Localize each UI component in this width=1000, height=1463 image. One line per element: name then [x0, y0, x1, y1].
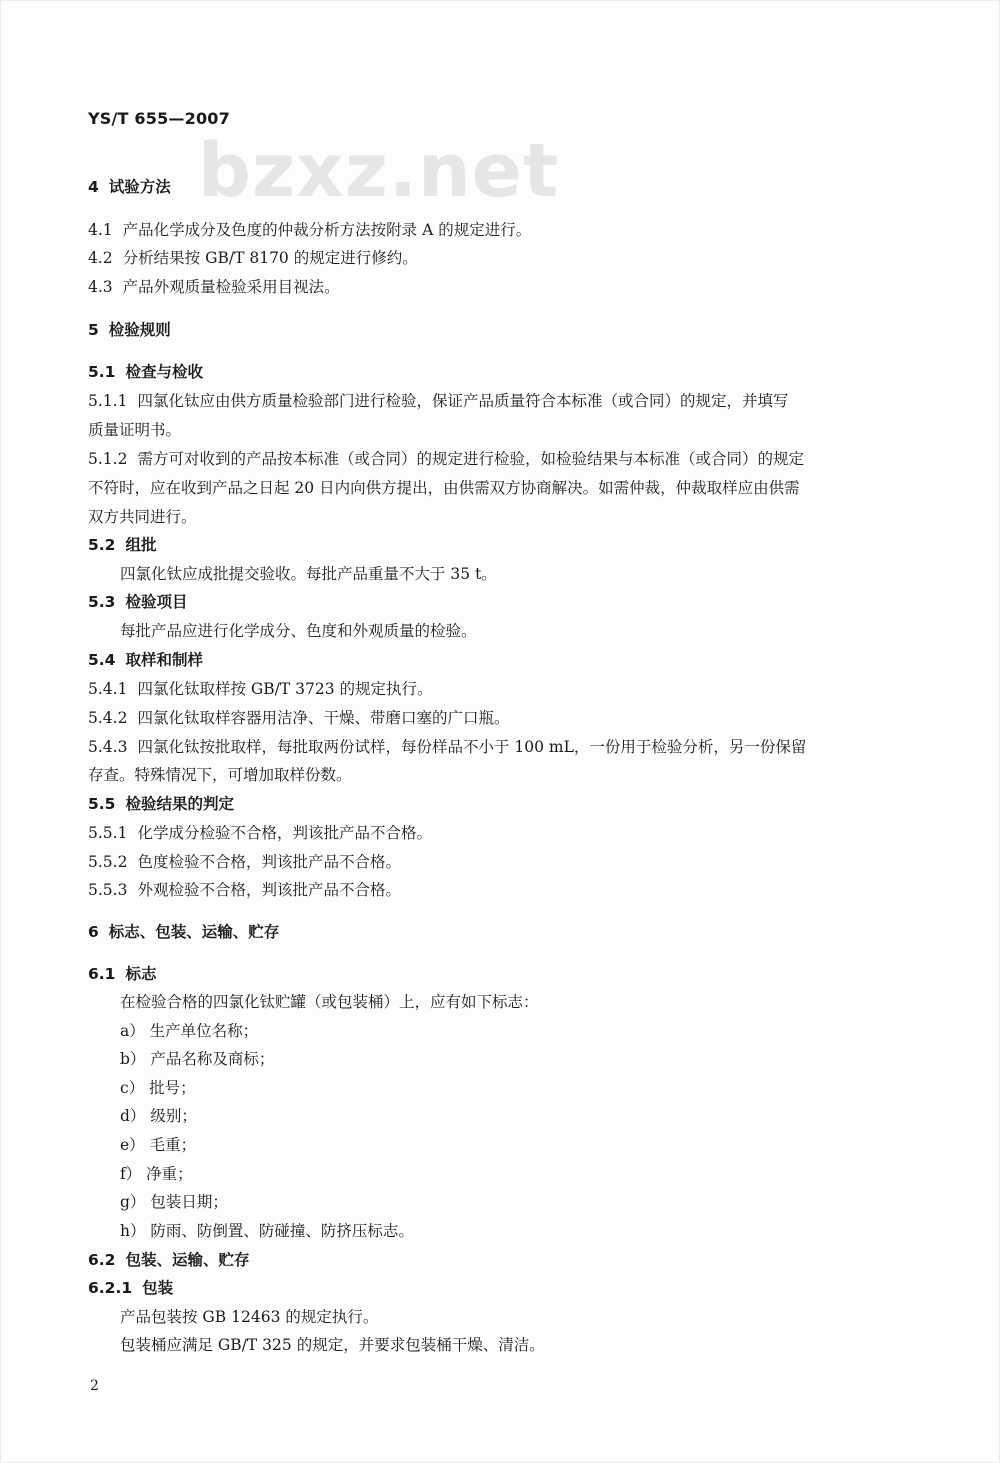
section-heading: 标志、包装、运输、贮存	[108, 923, 280, 941]
paragraph-text: h） 防雨、防倒置、防碰撞、防挤压标志。	[120, 1222, 414, 1240]
text-line	[88, 360, 918, 382]
paragraph-text: f） 净重；	[120, 1165, 193, 1183]
text-line	[88, 418, 918, 440]
section-number: 5.4.1	[88, 680, 128, 698]
section-heading: 包装	[142, 1279, 174, 1297]
section-number: 5.2	[88, 536, 116, 554]
paragraph-text: 包装桶应满足 GB/T 325 的规定，并要求包装桶干燥、清洁。	[120, 1336, 545, 1354]
paragraph-text: 产品化学成分及色度的仲裁分析方法按附录 A 的规定进行。	[122, 221, 532, 239]
text-line	[120, 1305, 950, 1327]
paragraph-text: d） 级别；	[120, 1107, 197, 1125]
text-line	[88, 275, 918, 297]
text-line	[120, 1333, 950, 1355]
section-number: 4.2	[88, 249, 113, 267]
paragraph-text: 四氯化钛取样按 GB/T 3723 的规定执行。	[137, 680, 433, 698]
paragraph-text: e） 毛重；	[120, 1136, 197, 1154]
text-line	[88, 447, 918, 469]
section-number: 4	[88, 178, 99, 196]
text-line	[120, 1019, 950, 1041]
section-heading: 标志	[125, 965, 157, 983]
section-number: 5.1.2	[88, 450, 128, 468]
section-number: 5.5.1	[88, 824, 128, 842]
section-number: 6.2.1	[88, 1279, 133, 1297]
text-line	[88, 648, 918, 670]
section-heading: 取样和制样	[125, 651, 203, 669]
text-line	[88, 389, 918, 411]
paragraph-text: 需方可对收到的产品按本标准（或合同）的规定进行检验，如检验结果与本标准（或合同）的规定	[137, 450, 804, 468]
text-line	[88, 476, 918, 498]
page-number: 2	[90, 1378, 99, 1394]
text-line	[88, 962, 918, 984]
paragraph-text: 不符时，应在收到产品之日起 20 日内向供方提出，由供需双方协商解决。如需仲裁，仲裁取样应由供需	[88, 479, 800, 497]
paragraph-text: 产品包装按 GB 12463 的规定执行。	[120, 1308, 379, 1326]
text-line	[88, 590, 918, 612]
text-line	[120, 1133, 950, 1155]
section-number: 5	[88, 321, 99, 339]
section-number: 6.1	[88, 965, 116, 983]
section-number: 4.3	[88, 278, 113, 296]
text-line	[88, 735, 918, 757]
document-code: YS/T 655—2007	[88, 109, 230, 128]
text-line	[88, 677, 918, 699]
paragraph-text: 产品外观质量检验采用目视法。	[122, 278, 340, 296]
paragraph-text: a） 生产单位名称；	[120, 1022, 259, 1040]
paragraph-text: c） 批号；	[120, 1079, 196, 1097]
section-number: 5.1.1	[88, 392, 128, 410]
section-number: 5.1	[88, 363, 116, 381]
section-heading: 试验方法	[108, 178, 171, 196]
text-line	[88, 533, 918, 555]
text-line	[88, 1248, 918, 1270]
text-line	[88, 878, 918, 900]
section-number: 5.5.2	[88, 853, 128, 871]
section-number: 5.4.3	[88, 738, 128, 756]
text-line	[120, 990, 950, 1012]
section-number: 6	[88, 923, 99, 941]
paragraph-text: 四氯化钛应成批提交验收。每批产品重量不大于 35 t。	[120, 565, 497, 583]
section-number: 5.5	[88, 795, 116, 813]
paragraph-text: 每批产品应进行化学成分、色度和外观质量的检验。	[120, 622, 477, 640]
paragraph-text: 分析结果按 GB/T 8170 的规定进行修约。	[122, 249, 418, 267]
section-heading: 组批	[125, 536, 157, 554]
paragraph-text: 四氯化钛取样容器用洁净、干燥、带磨口塞的广口瓶。	[137, 709, 510, 727]
section-heading: 检验项目	[125, 593, 188, 611]
section-number: 4.1	[88, 221, 113, 239]
text-line	[88, 175, 918, 197]
text-line	[88, 505, 918, 527]
section-heading: 检验规则	[108, 321, 171, 339]
text-line	[88, 246, 918, 268]
text-line	[120, 1104, 950, 1126]
paragraph-text: 在检验合格的四氯化钛贮罐（或包装桶）上，应有如下标志：	[120, 993, 539, 1011]
text-line	[88, 763, 918, 785]
paragraph-text: 四氯化钛按批取样，每批取两份试样，每份样品不小于 100 mL，一份用于检验分析，另一份保留	[137, 738, 807, 756]
paragraph-text: 色度检验不合格，判该批产品不合格。	[137, 853, 401, 871]
text-line	[88, 318, 918, 340]
section-heading: 包装、运输、贮存	[125, 1251, 250, 1269]
text-line	[120, 1219, 950, 1241]
text-line	[120, 562, 950, 584]
text-line	[88, 850, 918, 872]
text-line	[88, 218, 918, 240]
section-number: 5.5.3	[88, 881, 128, 899]
text-line	[88, 706, 918, 728]
section-number: 5.4	[88, 651, 116, 669]
section-number: 5.4.2	[88, 709, 128, 727]
text-line	[88, 792, 918, 814]
text-line	[120, 1076, 950, 1098]
text-line	[120, 1047, 950, 1069]
section-number: 5.3	[88, 593, 116, 611]
text-line	[88, 1276, 918, 1298]
paragraph-text: g） 包装日期；	[120, 1193, 228, 1211]
text-line	[88, 821, 918, 843]
section-heading: 检验结果的判定	[125, 795, 234, 813]
paragraph-text: 外观检验不合格，判该批产品不合格。	[137, 881, 401, 899]
paragraph-text: 存查。特殊情况下，可增加取样份数。	[88, 766, 352, 784]
section-heading: 检查与检收	[125, 363, 203, 381]
watermark: bzxz.net	[198, 128, 560, 214]
text-line	[120, 1190, 950, 1212]
paragraph-text: 化学成分检验不合格，判该批产品不合格。	[137, 824, 432, 842]
text-line	[120, 1162, 950, 1184]
paragraph-text: 质量证明书。	[88, 421, 182, 439]
paragraph-text: b） 产品名称及商标；	[120, 1050, 275, 1068]
text-line	[88, 920, 918, 942]
section-number: 6.2	[88, 1251, 116, 1269]
paragraph-text: 四氯化钛应由供方质量检验部门进行检验，保证产品质量符合本标准（或合同）的规定，并填写	[137, 392, 789, 410]
paragraph-text: 双方共同进行。	[88, 508, 197, 526]
text-line	[120, 619, 950, 641]
